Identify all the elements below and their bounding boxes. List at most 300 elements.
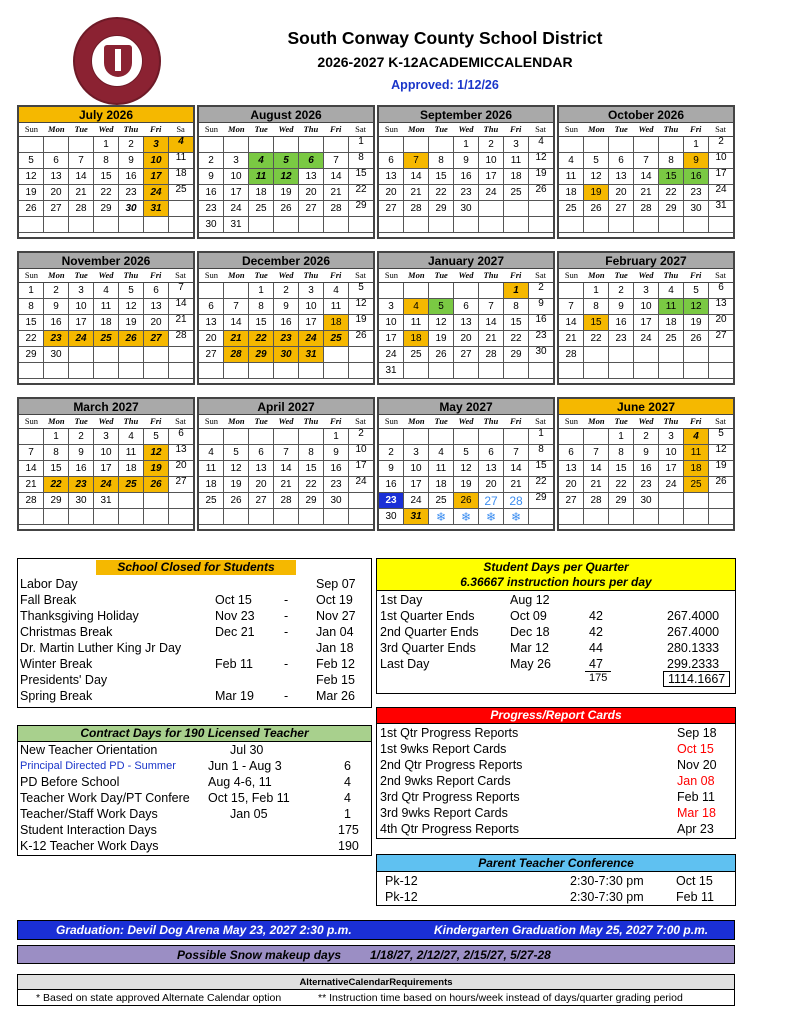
closed-end: Jan 04 — [316, 625, 354, 639]
month-title: September 2026 — [379, 107, 553, 123]
day-cell: 15 — [529, 461, 553, 477]
month-february-2027 — [557, 251, 735, 385]
week-row — [199, 153, 373, 169]
day-cell: 8 — [349, 153, 373, 169]
quarter-date: Dec 18 — [510, 625, 550, 639]
weekday-header: Mon — [228, 270, 245, 280]
day-cell: 12 — [274, 169, 299, 185]
day-cell: 27 — [144, 331, 169, 347]
day-cell — [19, 217, 44, 233]
weekday-header: Thu — [123, 416, 139, 426]
day-cell — [659, 493, 684, 509]
day-cell: 11 — [119, 445, 144, 461]
day-cell: 2 — [44, 283, 69, 299]
day-cell: 14 — [404, 169, 429, 185]
day-cell: 5 — [224, 445, 249, 461]
day-cell — [224, 509, 249, 525]
day-cell: 11 — [169, 153, 193, 169]
day-cell: 18 — [94, 315, 119, 331]
day-cell: 22 — [504, 331, 529, 347]
contract-days: 1 — [344, 807, 351, 821]
day-cell — [274, 137, 299, 153]
day-cell — [479, 363, 504, 379]
day-cell: 23 — [529, 331, 553, 347]
day-cell: 2 — [119, 137, 144, 153]
month-july-2026 — [17, 105, 195, 239]
day-cell — [199, 509, 224, 525]
day-cell — [659, 217, 684, 233]
week-row — [559, 185, 733, 201]
contract-days: 4 — [344, 775, 351, 789]
weekday-header: Tue — [254, 124, 268, 134]
closed-dash: - — [284, 609, 289, 623]
quarter-date: Mar 12 — [510, 641, 549, 655]
day-cell: 25 — [94, 331, 119, 347]
day-cell: ❄ — [504, 509, 529, 525]
day-cell: 5 — [144, 429, 169, 445]
day-cell: 7 — [274, 445, 299, 461]
week-row — [559, 217, 733, 233]
day-cell — [299, 429, 324, 445]
weekday-header: Sat — [355, 270, 367, 280]
day-cell: 14 — [19, 461, 44, 477]
day-cell — [94, 217, 119, 233]
day-cell: 8 — [429, 153, 454, 169]
day-cell: 6 — [479, 445, 504, 461]
day-cell — [559, 283, 584, 299]
day-cell: 17 — [94, 461, 119, 477]
day-cell — [454, 429, 479, 445]
closed-event: Presidents' Day — [20, 673, 108, 687]
day-cell: 20 — [379, 185, 404, 201]
weekday-header: Fri — [510, 270, 522, 280]
day-cell: 23 — [609, 331, 634, 347]
day-cell: 21 — [584, 477, 609, 493]
weekday-header: Wed — [458, 270, 474, 280]
weekday-header: Tue — [74, 416, 88, 426]
day-cell: 18 — [324, 315, 349, 331]
day-cell — [324, 509, 349, 525]
weekday-header: Mon — [228, 416, 245, 426]
closed-event: Dr. Martin Luther King Jr Day — [20, 641, 182, 655]
table-row — [18, 656, 371, 672]
day-cell: 17 — [69, 315, 94, 331]
day-cell: 28 — [169, 331, 193, 347]
day-cell — [69, 217, 94, 233]
day-cell: 8 — [249, 299, 274, 315]
quarter-hours: 267.4000 — [667, 609, 720, 623]
day-cell: 14 — [274, 461, 299, 477]
day-cell: 16 — [274, 315, 299, 331]
day-cell: 16 — [69, 461, 94, 477]
weekday-header: Fri — [150, 270, 162, 280]
month-may-2027 — [377, 397, 555, 531]
table-row — [377, 821, 735, 837]
weekday-header: Sun — [24, 124, 39, 134]
day-cell: 16 — [44, 315, 69, 331]
week-row — [379, 331, 553, 347]
week-row — [19, 363, 193, 379]
day-cell: 27 — [199, 347, 224, 363]
day-cell: 24 — [299, 331, 324, 347]
day-cell: 4 — [169, 137, 193, 153]
day-cell — [69, 137, 94, 153]
day-cell: 28 — [634, 201, 659, 217]
weekday-header: Sat — [175, 416, 187, 426]
weekday-header: Fri — [690, 270, 702, 280]
day-cell: 25 — [119, 477, 144, 493]
day-cell: 2 — [69, 429, 94, 445]
closed-end: Jan 18 — [316, 641, 354, 655]
weekday-header: Wed — [98, 124, 114, 134]
day-cell — [684, 509, 709, 525]
day-cell — [429, 429, 454, 445]
week-row — [19, 493, 193, 509]
contract-date: Oct 15, Feb 11 — [208, 791, 290, 805]
day-cell: 8 — [299, 445, 324, 461]
weekday-header: Wed — [458, 416, 474, 426]
table-row — [18, 608, 371, 624]
day-cell — [529, 509, 553, 525]
day-cell: 14 — [479, 315, 504, 331]
week-row — [19, 201, 193, 217]
day-cell: 13 — [559, 461, 584, 477]
day-cell: 30 — [199, 217, 224, 233]
ptc-title: Parent Teacher Conference — [377, 855, 735, 872]
day-cell: 13 — [44, 169, 69, 185]
weekday-header: Sat — [535, 124, 547, 134]
table-row — [377, 805, 735, 821]
table-row — [377, 789, 735, 805]
day-cell — [349, 363, 373, 379]
progress-item: 2nd Qtr Progress Reports — [380, 758, 523, 772]
table-row — [18, 672, 371, 688]
month-june-2027 — [557, 397, 735, 531]
day-cell: 26 — [584, 201, 609, 217]
weekday-header: Sat — [535, 416, 547, 426]
day-cell: 5 — [19, 153, 44, 169]
day-cell: 2 — [609, 283, 634, 299]
weekday-header: Sun — [24, 416, 39, 426]
day-cell: 7 — [504, 445, 529, 461]
week-row — [379, 461, 553, 477]
day-cell: 5 — [349, 283, 373, 299]
day-cell: 23 — [684, 185, 709, 201]
day-cell: 10 — [349, 445, 373, 461]
month-title: January 2027 — [379, 253, 553, 269]
day-cell: 3 — [144, 137, 169, 153]
day-cell: 9 — [609, 299, 634, 315]
table-row — [377, 725, 735, 741]
day-cell: 24 — [224, 201, 249, 217]
day-cell: 31 — [709, 201, 733, 217]
snow-band — [17, 945, 735, 964]
day-cell: 23 — [454, 185, 479, 201]
day-cell: 18 — [559, 185, 584, 201]
day-cell: 25 — [559, 201, 584, 217]
ptc-grade: Pk-12 — [385, 874, 418, 888]
day-cell: 13 — [249, 461, 274, 477]
day-cell: 25 — [169, 185, 193, 201]
weekday-header: Thu — [303, 416, 319, 426]
district-seal — [73, 17, 161, 105]
weekday-header: Wed — [278, 124, 294, 134]
graduation-band — [17, 920, 735, 940]
day-cell: 11 — [94, 299, 119, 315]
day-cell — [169, 493, 193, 509]
closed-event: Winter Break — [20, 657, 93, 671]
day-cell: 23 — [44, 331, 69, 347]
day-cell — [199, 283, 224, 299]
week-row — [379, 153, 553, 169]
day-cell — [609, 347, 634, 363]
weekday-header: Thu — [303, 124, 319, 134]
day-cell — [169, 201, 193, 217]
month-january-2027 — [377, 251, 555, 385]
month-title: May 2027 — [379, 399, 553, 415]
progress-date: Mar 18 — [677, 806, 716, 820]
weekday-header: Tue — [254, 270, 268, 280]
weekday-header: Sun — [564, 124, 579, 134]
day-cell — [274, 429, 299, 445]
quarter-label: 1st Day — [380, 593, 423, 607]
day-cell: 7 — [479, 299, 504, 315]
weekday-header: Sa — [176, 124, 185, 134]
contract-item: Principal Directed PD - Summer — [20, 760, 176, 772]
day-cell: 13 — [199, 315, 224, 331]
day-cell — [249, 363, 274, 379]
day-cell: ❄ — [479, 509, 504, 525]
day-cell: 15 — [44, 461, 69, 477]
day-cell — [659, 363, 684, 379]
day-cell: 20 — [44, 185, 69, 201]
closed-event: Thanksgiving Holiday — [20, 609, 139, 623]
week-row — [379, 283, 553, 299]
closed-event: Fall Break — [20, 593, 77, 607]
day-cell: 29 — [349, 201, 373, 217]
weekday-header: Thu — [483, 270, 499, 280]
day-cell — [609, 137, 634, 153]
day-cell — [659, 347, 684, 363]
day-cell — [169, 363, 193, 379]
day-cell: 6 — [169, 429, 193, 445]
table-row — [377, 592, 735, 608]
weekday-header: Sun — [384, 416, 399, 426]
day-cell: 28 — [224, 347, 249, 363]
alt-note-1: * Based on state approved Alternate Calendar option — [36, 992, 282, 1004]
day-cell: 22 — [249, 331, 274, 347]
week-row — [19, 331, 193, 347]
day-cell: 12 — [429, 315, 454, 331]
day-cell: 4 — [249, 153, 274, 169]
quarter-days: 47 — [589, 657, 603, 671]
calendar-subtitle: 2026-2027 K-12ACADEMICCALENDAR — [317, 54, 573, 70]
day-cell — [199, 363, 224, 379]
day-cell: 1 — [324, 429, 349, 445]
day-cell: 9 — [379, 461, 404, 477]
day-cell: 12 — [119, 299, 144, 315]
day-cell — [454, 363, 479, 379]
day-cell — [659, 509, 684, 525]
day-cell: 18 — [119, 461, 144, 477]
day-cell: 25 — [199, 493, 224, 509]
table-row — [377, 624, 735, 640]
table-row — [377, 640, 735, 656]
day-cell: 17 — [379, 331, 404, 347]
day-cell: 26 — [19, 201, 44, 217]
day-cell — [504, 217, 529, 233]
table-row — [377, 773, 735, 789]
weekday-header: Thu — [483, 416, 499, 426]
day-cell: 15 — [429, 169, 454, 185]
weekday-header: Mon — [588, 270, 605, 280]
day-cell: 3 — [504, 137, 529, 153]
day-cell: 7 — [559, 299, 584, 315]
day-cell: 22 — [659, 185, 684, 201]
day-cell: 26 — [529, 185, 553, 201]
day-cell: 28 — [404, 201, 429, 217]
day-cell: 7 — [224, 299, 249, 315]
day-cell: 5 — [119, 283, 144, 299]
week-row — [19, 509, 193, 525]
day-cell: 19 — [19, 185, 44, 201]
ptc-time: 2:30-7:30 pm — [570, 874, 644, 888]
day-cell: 19 — [274, 185, 299, 201]
day-cell: 6 — [249, 445, 274, 461]
quarter-label: 2nd Quarter Ends — [380, 625, 479, 639]
week-row — [199, 331, 373, 347]
day-cell: 28 — [274, 493, 299, 509]
day-cell — [324, 217, 349, 233]
day-cell: 26 — [429, 347, 454, 363]
week-row — [19, 185, 193, 201]
day-cell: 31 — [224, 217, 249, 233]
weekday-header: Sun — [384, 124, 399, 134]
week-row — [199, 509, 373, 525]
alt-calendar-title: AlternativeCalendarRequirements — [18, 975, 734, 990]
day-cell — [299, 509, 324, 525]
day-cell: 1 — [609, 429, 634, 445]
weekday-header: Tue — [614, 124, 628, 134]
weekday-header: Thu — [483, 124, 499, 134]
day-cell: 9 — [69, 445, 94, 461]
day-cell — [349, 217, 373, 233]
weekday-header: Tue — [254, 416, 268, 426]
week-row — [379, 509, 553, 525]
week-row — [379, 477, 553, 493]
day-cell — [379, 429, 404, 445]
progress-item: 2nd 9wks Report Cards — [380, 774, 511, 788]
day-cell: 24 — [659, 477, 684, 493]
day-cell: 25 — [404, 347, 429, 363]
day-cell — [19, 363, 44, 379]
day-cell: 7 — [19, 445, 44, 461]
week-row — [19, 347, 193, 363]
weekday-header: Sat — [175, 270, 187, 280]
day-cell: 29 — [299, 493, 324, 509]
total-hours: 1114.1667 — [663, 671, 730, 687]
day-cell — [249, 509, 274, 525]
day-cell: 2 — [199, 153, 224, 169]
month-title: November 2026 — [19, 253, 193, 269]
contract-date: Jan 05 — [230, 807, 268, 821]
weekday-header: Wed — [98, 270, 114, 280]
day-cell — [324, 363, 349, 379]
day-cell: 12 — [709, 445, 733, 461]
contract-item: Student Interaction Days — [20, 823, 157, 837]
day-cell: 16 — [454, 169, 479, 185]
day-cell: 6 — [379, 153, 404, 169]
day-cell — [584, 137, 609, 153]
day-cell: 4 — [559, 153, 584, 169]
weekday-header: Sun — [564, 416, 579, 426]
table-row — [377, 741, 735, 757]
day-cell: 28 — [324, 201, 349, 217]
day-cell: 11 — [504, 153, 529, 169]
week-row — [199, 137, 373, 153]
day-cell: 13 — [609, 169, 634, 185]
shield-icon — [104, 45, 132, 77]
week-row — [379, 429, 553, 445]
day-cell — [119, 509, 144, 525]
day-cell: 20 — [609, 185, 634, 201]
weekday-header: Sun — [204, 270, 219, 280]
day-cell: 7 — [584, 445, 609, 461]
week-row — [199, 201, 373, 217]
progress-date: Feb 11 — [677, 790, 715, 804]
day-cell — [504, 363, 529, 379]
weekday-header: Fri — [330, 416, 342, 426]
day-cell — [349, 493, 373, 509]
alt-calendar-box — [17, 974, 735, 1006]
day-cell — [144, 493, 169, 509]
day-cell: 29 — [429, 201, 454, 217]
day-cell: 19 — [529, 169, 553, 185]
table-row — [377, 889, 735, 905]
table-row — [18, 624, 371, 640]
day-cell: 30 — [119, 201, 144, 217]
closed-end: Oct 19 — [316, 593, 353, 607]
day-cell: 19 — [144, 461, 169, 477]
month-title: March 2027 — [19, 399, 193, 415]
day-cell: 29 — [249, 347, 274, 363]
day-cell: 24 — [69, 331, 94, 347]
day-cell: 10 — [659, 445, 684, 461]
week-row — [19, 299, 193, 315]
day-cell: 3 — [69, 283, 94, 299]
weekday-header: Wed — [98, 416, 114, 426]
day-cell: 30 — [69, 493, 94, 509]
total-days: 175 — [585, 671, 611, 684]
day-cell: 18 — [684, 461, 709, 477]
day-cell — [634, 363, 659, 379]
day-cell: 15 — [94, 169, 119, 185]
day-cell: 20 — [559, 477, 584, 493]
day-cell: 17 — [144, 169, 169, 185]
month-august-2026 — [197, 105, 375, 239]
day-cell: 10 — [299, 299, 324, 315]
instruction-hours-title: 6.36667 instruction hours per day — [460, 575, 652, 589]
month-september-2026 — [377, 105, 555, 239]
quarter-date: May 26 — [510, 657, 551, 671]
week-row — [19, 137, 193, 153]
day-cell: 10 — [379, 315, 404, 331]
table-row — [377, 873, 735, 889]
day-cell: 8 — [504, 299, 529, 315]
week-row — [19, 315, 193, 331]
day-cell — [559, 509, 584, 525]
day-cell: 15 — [19, 315, 44, 331]
